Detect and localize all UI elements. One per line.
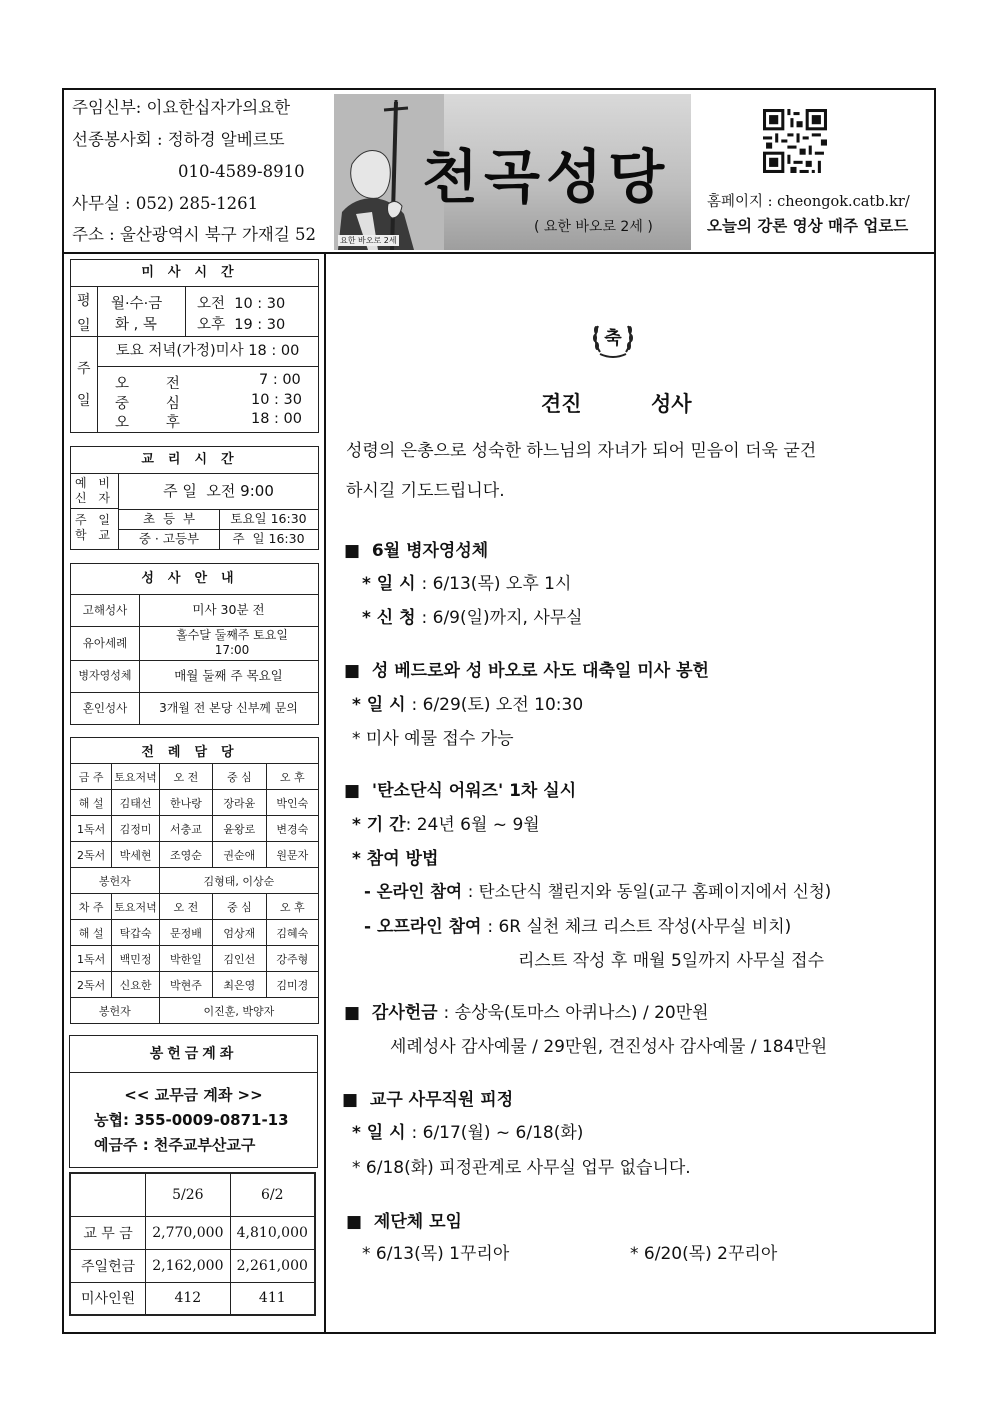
catechism-title: 교리시간 [71,447,318,474]
notice-line: ■ 감사헌금 : 송상욱(토마스 아퀴나스) / 20만원 [344,1003,709,1023]
sunday-masses: 오 전 7 : 00 중 심 10 : 30 오 후 18 : 00 [115,372,303,431]
table-row: 해 설 탁갑숙 문정배 엄상재 김혜숙 [71,920,319,946]
notice-line: - 오프라인 참여 : 6R 실천 체크 리스트 작성(사무실 비치) [364,917,792,937]
liturgy-header-row: 금 주 토요저녁 오 전 중 심 오 후 [71,764,319,790]
account-heading: << 교무금 계좌 >> [124,1086,263,1104]
sacrament-row: 혼인성사 3개월 전 본당 신부께 문의 [82,701,298,715]
account-holder: 예금주 : 천주교부산교구 [94,1136,256,1154]
page-title-right: 성사 [651,392,692,416]
table-row: 봉헌자 김형태, 이상순 [71,868,319,894]
header-divider [62,252,936,254]
notice-heading: ■ 성 베드로와 성 바오로 사도 대축일 미사 봉헌 [344,661,709,681]
notice-line: 리스트 작성 후 매월 5일까지 사무실 접수 [518,951,824,971]
notice-line: * 일 시 : 6/17(월) ~ 6/18(화) [352,1123,584,1143]
catechumen-label: 예 비 신 자 [71,473,119,509]
table-row: 미사인원 412 411 [70,1282,315,1315]
weekday-times: 오전 10 : 30 오후 19 : 30 [185,286,318,337]
notice-line: - 온라인 참여 : 탄소단식 챌린지와 동일(교구 홈페이지에서 신청) [364,882,832,901]
sacrament-row: 유아세례 홀수달 둘째주 토요일 17:00 [71,626,318,661]
table-row: 1독서 김정미 서충교 윤왕로 변경숙 [71,816,319,842]
office-phone: 사무실 : 052) 285-1261 [72,194,259,213]
table-row: 봉헌자 이진훈, 박양자 [71,998,319,1024]
sunday-label: 주 일 [71,336,98,432]
council-phone: 010-4589-8910 [178,162,305,181]
offering-account-title: 봉헌금계좌 [70,1036,317,1073]
photo-caption: 요한 바오로 2세 [340,236,397,245]
weekday-label: 평 일 [71,286,98,337]
mass-times-title: 미사시간 [71,260,318,287]
council-line: 선종봉사회 : 정하경 알베르또 [72,130,285,149]
table-row: 주일헌금 2,162,000 2,261,000 [70,1249,315,1282]
school-group-1: 초 등 부 [119,509,220,530]
homepage-url[interactable]: 홈페이지 : cheongok.catb.kr/ [707,194,910,210]
celebration-emblem: 축 [604,328,622,349]
notice-line: * 6/20(목) 2꾸리아 [630,1244,778,1264]
sunday-school-label: 주 일 학 교 [71,509,119,549]
account-number: 농협: 355-0009-0871-13 [94,1111,289,1129]
liturgy-title: 전례담당 [71,738,319,764]
sacrament-row: 병자영성체 매월 둘째 주 목요일 [71,660,318,693]
table-row: 2독서 박세현 조영순 권순애 원문자 [71,842,319,868]
weekday-days: 월·수·금 화 , 목 [97,286,186,337]
church-banner [334,94,691,250]
notice-line: * 일 시 : 6/29(토) 오전 10:30 [352,695,584,715]
page-title-left: 견진 [541,392,582,416]
notice-line: * 일 시 : 6/13(목) 오후 1시 [362,574,572,594]
table-row: 해 설 김태선 한나랑 장라윤 박인숙 [71,790,319,816]
school-time-2: 주 일 16:30 [232,531,305,546]
table-row: 2독서 신요한 박현주 최은영 김미경 [71,972,319,998]
church-name: 천곡성당 [422,143,671,211]
table-row: 1독서 백민정 박한일 김인선 강주형 [71,946,319,972]
saturday-mass: 토요 저녁(가정)미사 18 : 00 [97,336,318,367]
intro-line-2: 하시길 기도드립니다. [346,481,505,501]
table-row: 교 무 금 2,770,000 4,810,000 [70,1216,315,1249]
school-time-1: 토요일 16:30 [219,509,318,530]
mass-times-box [70,259,319,433]
notice-heading: ■ '탄소단식 어워즈' 1차 실시 [344,781,577,801]
notice-heading: ■ 제단체 모임 [346,1212,462,1232]
notice-heading: ■ 교구 사무직원 피정 [342,1090,514,1110]
notice-line: 세례성사 감사예물 / 29만원, 견진성사 감사예물 / 184만원 [390,1037,828,1057]
pastor-line: 주임신부: 이요한십자가의요한 [72,98,291,117]
intro-line-1: 성령의 은총으로 성숙한 하느님의 자녀가 되어 믿음이 더욱 굳건 [346,441,817,461]
liturgy-header-row: 차 주 토요저녁 오 전 중 심 오 후 [71,894,319,920]
sacraments-box [70,563,319,725]
notice-line: * 6/13(목) 1꾸리아 [362,1244,510,1264]
notice-heading: ■ 6월 병자영성체 [344,541,489,561]
notice-line: * 신 청 : 6/9(일)까지, 사무실 [362,608,583,628]
notice-line: * 미사 예물 접수 가능 [352,729,514,749]
offering-account-box [69,1035,318,1168]
column-divider [324,253,326,1334]
catechism-box [70,446,319,550]
notice-line: * 기 간: 24년 6월 ~ 9월 [352,815,540,835]
catechumen-time: 주 일 오전 9:00 [119,473,318,510]
liturgy-table [70,737,319,1024]
upload-notice: 오늘의 강론 영상 매주 업로드 [707,217,909,235]
finance-table [69,1172,316,1316]
school-group-2: 중 · 고등부 [119,529,220,549]
notice-line: * 참여 방법 [352,849,439,869]
sacrament-row: 고해성사 미사 30분 전 [71,594,318,627]
finance-header-row: 5/26 6/2 [70,1173,315,1216]
notice-line: * 6/18(화) 피정관계로 사무실 업무 없습니다. [352,1158,691,1178]
sacraments-title: 성사안내 [71,564,318,595]
patron-saint: ( 요한 바오로 2세 ) [534,219,653,235]
address-line: 주소 : 울산광역시 북구 가재길 52 [72,225,317,244]
qr-code-icon[interactable] [763,109,827,173]
